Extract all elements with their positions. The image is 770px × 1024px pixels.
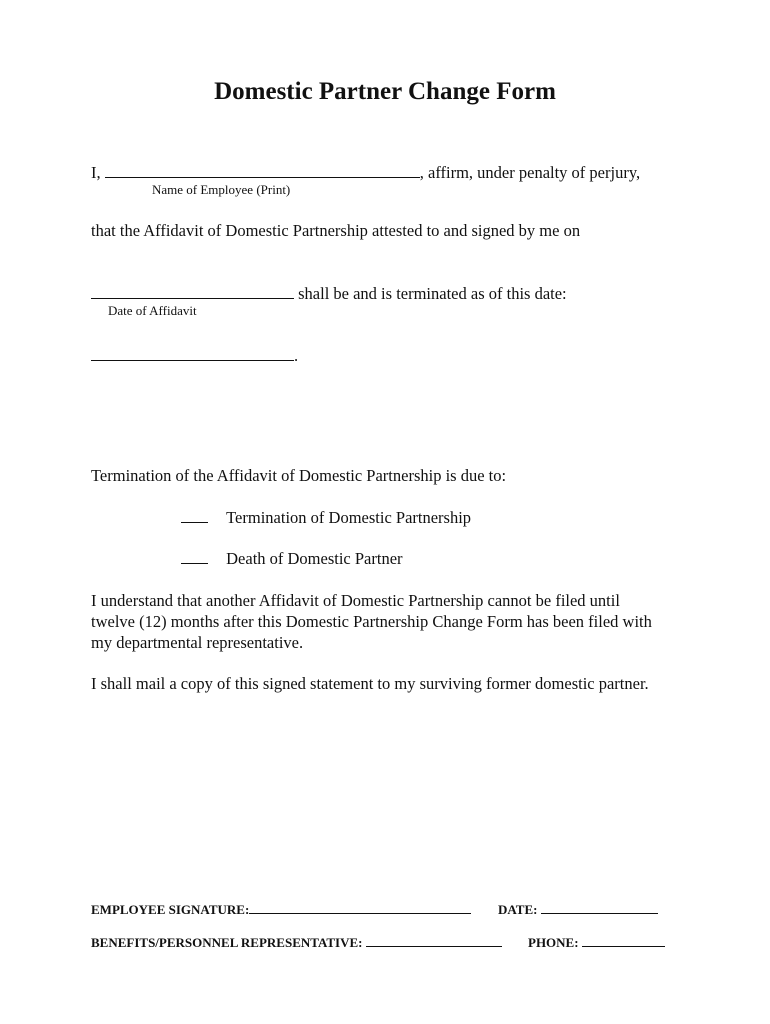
affirmation-prefix: I,: [91, 163, 101, 182]
refiling-notice-paragraph: I understand that another Affidavit of Domestic Partnership cannot be filed until twelve (12) months after this Domestic Partnership Change Form has been filed with my departmental representative.: [91, 591, 652, 652]
employee-signature-label: EMPLOYEE SIGNATURE:: [91, 902, 250, 917]
employee-name-caption: Name of Employee (Print): [152, 182, 291, 197]
employee-signature-row: [91, 900, 471, 918]
affirmation-suffix: , affirm, under penalty of perjury,: [419, 163, 641, 182]
affidavit-statement: that the Affidavit of Domestic Partnership attested to and signed by me on: [91, 221, 581, 240]
phone-row: [528, 933, 665, 951]
employee-affirmation-line: [91, 162, 640, 183]
termination-statement: shall be and is terminated as of this date:: [298, 284, 567, 303]
representative-label: BENEFITS/PERSONNEL REPRESENTATIVE:: [91, 935, 363, 950]
termination-date-entry: [91, 345, 298, 366]
date-field[interactable]: [541, 900, 658, 914]
affidavit-date-caption: Date of Affidavit: [108, 303, 197, 318]
employee-name-field[interactable]: [105, 164, 420, 178]
mailing-notice-paragraph: I shall mail a copy of this signed statement to my surviving former domestic partner.: [91, 674, 649, 693]
termination-date-field[interactable]: [91, 347, 294, 361]
option-termination-checkbox[interactable]: [181, 509, 208, 523]
option-death: [181, 548, 403, 569]
employee-signature-field[interactable]: [249, 900, 471, 914]
option-death-checkbox[interactable]: [181, 550, 208, 564]
date-label: DATE:: [498, 902, 538, 917]
termination-date-line: [91, 283, 567, 304]
option-termination-label: Termination of Domestic Partnership: [226, 508, 472, 527]
option-death-label: Death of Domestic Partner: [226, 549, 403, 568]
representative-field[interactable]: [366, 933, 502, 947]
termination-date-period: .: [294, 346, 299, 365]
option-termination: [181, 507, 471, 528]
termination-reason-heading: Termination of the Affidavit of Domestic Partnership is due to:: [91, 466, 507, 485]
date-row: [498, 900, 658, 918]
representative-row: [91, 933, 502, 951]
phone-label: PHONE:: [528, 935, 579, 950]
affidavit-date-field[interactable]: [91, 285, 294, 299]
form-title: Domestic Partner Change Form: [214, 78, 556, 105]
phone-field[interactable]: [582, 933, 665, 947]
